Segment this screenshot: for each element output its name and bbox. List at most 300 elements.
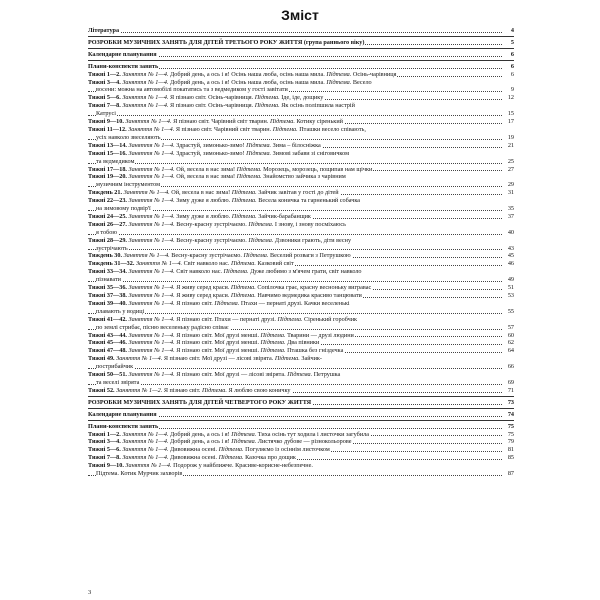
toc-page-number: 6: [510, 70, 514, 78]
toc-entry: [88, 197, 514, 205]
toc-entry: [88, 126, 514, 134]
toc-part-c: Я пізнаю світ. Мої друзі менші.: [176, 339, 259, 347]
toc-entry-text: [88, 316, 357, 323]
toc-entry-text: [88, 260, 295, 267]
toc-part-c: Я пізнаю світ. Птахи — пернаті друзі.: [176, 315, 276, 323]
toc-part-c: Я пізнаю світ.: [163, 386, 201, 394]
section-divider: [88, 36, 514, 37]
toc-entry: [88, 110, 514, 118]
toc-part-d: Підтема.: [326, 70, 352, 78]
toc-part-c: Ой, весела в нас зима!: [171, 189, 231, 197]
toc-entry-text: [96, 363, 134, 370]
toc-entry-text: [88, 355, 322, 362]
toc-page-number: 21: [507, 141, 514, 149]
toc-entry: [88, 142, 514, 150]
toc-page-number: 75: [507, 422, 514, 430]
toc-part-b: Заняття № 1—4.: [128, 292, 175, 299]
toc-part-b: Заняття № 1—4.: [125, 462, 172, 470]
toc-part-c: Добрий день, а ось і я!: [170, 438, 230, 446]
toc-page-number: 31: [507, 189, 514, 197]
toc-part-e: Красиве-корисне-небезпечне.: [235, 462, 313, 470]
toc-part-d: Підтема.: [231, 438, 257, 446]
toc-part-a: Тижні 39—40.: [88, 299, 127, 307]
toc-entry: [88, 462, 514, 470]
toc-part-a: Тижні 3—4.: [88, 78, 121, 86]
toc-page-number: 62: [507, 339, 514, 347]
toc-entry: [88, 276, 514, 284]
toc-part-e: Зима – білосніжка: [272, 141, 321, 149]
toc-part-a: Тижні 35—36.: [88, 284, 127, 292]
toc-entry-text: [88, 197, 360, 204]
toc-entry: [88, 134, 514, 142]
toc-page-number: 66: [507, 363, 514, 371]
toc-entry: [88, 316, 514, 324]
toc-part-b: Заняття № 1—4.: [123, 189, 170, 197]
toc-part-c: Здрастуй, зимонько-зимо!: [176, 149, 245, 157]
toc-part-b: Заняття № 1—4.: [128, 149, 175, 157]
toc-page-number: 5: [510, 38, 514, 46]
toc-part-a: Тижні 45—46.: [88, 339, 127, 347]
toc-entry: [88, 355, 514, 363]
toc-part-e: І знову, і знову посміхаюсь: [274, 220, 346, 228]
toc-part-x: я тобою: [96, 228, 117, 236]
toc-page-number: 4: [510, 27, 514, 34]
toc-entry-text: [88, 371, 340, 378]
toc-part-e: Казковий світ: [257, 260, 294, 268]
toc-part-a: РОЗРОБКИ МУЗИЧНИХ ЗАНЯТЬ ДЛЯ ДІТЕЙ ТРЕТЬОГО РОКУ ЖИТТЯ (група раннього віку): [88, 38, 365, 46]
toc-entry: [88, 324, 514, 332]
toc-part-b: Заняття № 1—2.: [116, 386, 163, 394]
toc-part-c: Весну-красну зустрічаємо.: [171, 252, 242, 260]
toc-part-e: Два півники: [287, 339, 320, 347]
toc-part-b: Заняття № 1—4.: [122, 430, 169, 438]
toc-entry-text: [88, 142, 322, 149]
toc-part-a: Тиждень 30.: [88, 252, 123, 260]
toc-part-b: Заняття № 1—4.: [123, 252, 170, 260]
toc-part-a: Література: [88, 27, 120, 34]
toc-entry: [88, 118, 514, 126]
toc-page-number: 49: [507, 276, 514, 284]
section-divider: [88, 60, 514, 61]
toc-part-a: Тижні 15—16.: [88, 149, 127, 157]
toc-entry: [88, 387, 514, 395]
toc-entry: [88, 284, 514, 292]
toc-page-number: 87: [507, 470, 514, 478]
toc-part-e: Як осінь поліпшила настрій: [281, 102, 355, 110]
toc-part-c: Я пізнаю світ. Мої друзі — лісові звірята.: [176, 371, 286, 379]
toc-part-d: Підтема.: [260, 339, 286, 347]
toc-entry: [88, 470, 514, 478]
toc-part-a: Тижні 37—38.: [88, 292, 127, 299]
toc-part-e: Тварини — друзі людини: [287, 331, 354, 339]
toc-part-b: Заняття № 1—4.: [128, 220, 175, 228]
toc-page-number: 53: [507, 292, 514, 299]
toc-part-d: Підтема.: [260, 331, 286, 339]
toc-entry-text: [96, 470, 183, 477]
toc-part-c: Я живу серед краси.: [176, 292, 230, 299]
toc-part-a: Плани-конспекти занять: [88, 422, 159, 430]
toc-page-number: 35: [507, 205, 514, 213]
toc-part-b: Заняття № 1—4.: [128, 165, 175, 173]
toc-page-number: 6: [510, 50, 514, 58]
toc-part-b: Заняття № 1—4.: [128, 339, 175, 347]
toc-part-b: Заняття № 1—4.: [128, 284, 175, 292]
toc-entry-text: [88, 118, 344, 125]
toc-part-b: Заняття № 1—4.: [128, 347, 175, 355]
toc-part-c: Я пізнаю світ. Мої друзі менші.: [176, 331, 259, 339]
toc-entry-text: [88, 189, 340, 196]
toc-part-e: Сопілочка грає, красну весноньку вигравас: [257, 284, 372, 292]
toc-part-a: Тижні 11—12.: [88, 125, 127, 133]
toc-part-d: Підтема.: [243, 252, 269, 260]
toc-part-b: Заняття № 1—4.: [122, 102, 169, 110]
toc-entry-text: [88, 423, 159, 430]
toc-part-a: Тижні 19—20.: [88, 173, 127, 181]
toc-part-d: Підтема.: [248, 236, 274, 244]
toc-entry: [88, 363, 514, 371]
toc-section-heading: [88, 399, 514, 407]
toc-part-d: Підтема.: [231, 197, 257, 205]
toc-section-heading: [88, 51, 514, 59]
toc-entry: [88, 268, 514, 276]
toc-part-c: Подорож у найближче.: [173, 462, 234, 470]
toc-part-c: Я пізнаю світ. Осінь-чарівниця.: [170, 94, 254, 102]
toc-part-b: Заняття № 1—4.: [125, 118, 172, 126]
toc-part-d: Підтема.: [236, 165, 262, 173]
toc-part-d: Підтема.: [231, 212, 257, 220]
toc-part-d: Підтема.: [218, 454, 244, 462]
toc-part-b: Заняття № 1—4.: [128, 236, 175, 244]
toc-entry-text: [88, 387, 292, 394]
page-title: Зміст: [281, 7, 319, 23]
toc-part-a: Тижні 28—29.: [88, 236, 127, 244]
section-divider: [88, 408, 514, 409]
toc-part-a: Тижні 24—25.: [88, 212, 127, 220]
toc-page-number: 25: [507, 157, 514, 165]
toc-part-c: Світ навколо нас.: [183, 260, 230, 268]
toc-part-c: Весну-красну зустрічаємо.: [176, 220, 247, 228]
toc-part-d: Підтема.: [218, 446, 244, 454]
toc-entry-text: [88, 347, 344, 354]
toc-part-b: Заняття № 1—4.: [135, 260, 183, 268]
toc-section-heading: [88, 39, 514, 47]
toc-entry: [88, 189, 514, 197]
toc-part-c: Добрий день, а ось і я!: [170, 430, 230, 438]
toc-part-c: Весну-красну зустрічаємо.: [176, 236, 247, 244]
toc-entry-text: [88, 438, 352, 445]
toc-entry-text: [88, 339, 320, 346]
toc-entry-text: [96, 245, 129, 252]
toc-page-number: 45: [507, 252, 514, 260]
toc-part-d: Підтема.: [326, 78, 352, 86]
toc-part-e: Дзвоники грають, діти весну: [274, 236, 352, 244]
toc-part-a: Тижні 49.: [88, 355, 115, 363]
toc-part-b: Заняття № 1—4.: [128, 212, 175, 220]
toc-part-a: Тижні 5—6.: [88, 94, 121, 102]
toc-part-c: Я пізнаю світ.: [176, 299, 213, 307]
toc-entry-text: [88, 173, 346, 180]
toc-part-a: Тижні 41—42.: [88, 315, 127, 323]
toc-page-number: 74: [507, 410, 514, 418]
toc-entry-text: [88, 292, 363, 299]
toc-part-c: Я пізнаю світ. Осінь-чарівниця.: [170, 102, 254, 110]
toc-part-x: зустрічають: [96, 244, 128, 252]
toc-entry-text: [96, 308, 145, 315]
toc-part-e: Петрушка: [313, 371, 341, 379]
toc-part-d: Підтема.: [223, 268, 249, 276]
toc-page-number: 71: [507, 386, 514, 394]
toc-page-number: 55: [507, 307, 514, 315]
toc-entry-text: [88, 71, 397, 78]
toc-part-e: Сіренький горобчик: [304, 315, 358, 323]
toc-entry-text: [88, 446, 331, 453]
toc-entry: [88, 371, 514, 379]
toc-entry-text: [88, 284, 372, 291]
toc-part-b: Заняття № 1—4.: [122, 78, 169, 86]
toc-page-number: 46: [507, 260, 514, 268]
toc-part-a: Тижні 22—23.: [88, 197, 127, 205]
toc-part-c: Ой, весела в нас зима!: [176, 173, 236, 181]
toc-page-number: 29: [507, 181, 514, 189]
toc-entry-text: [88, 166, 373, 173]
toc-part-d: Підтема.: [236, 173, 262, 181]
toc-part-b: Заняття № 1—4.: [128, 173, 175, 181]
toc-part-b: Заняття № 1—4.: [128, 197, 175, 205]
toc-part-x: та веселі звірята: [96, 378, 140, 386]
toc-part-d: Підтема.: [254, 102, 280, 110]
section-divider: [88, 420, 514, 421]
toc-page-number: 9: [510, 86, 514, 94]
toc-entry: [88, 300, 514, 308]
toc-entry-text: [88, 150, 349, 157]
toc-entry-text: [88, 252, 352, 259]
toc-part-e: Іде, іде, дощику: [281, 94, 324, 102]
toc-part-e: Весела коничка та гарненький собачка: [258, 197, 361, 205]
toc-page-number: 12: [507, 94, 514, 102]
toc-entry-text: [96, 379, 140, 386]
toc-part-e: Морозець, морозець, пощипав нам щічки: [263, 165, 373, 173]
toc-entry-text: [88, 51, 158, 58]
toc-page-number: 73: [507, 398, 514, 406]
toc-part-c: Дивовижна осені.: [170, 454, 218, 462]
toc-entry: [88, 205, 514, 213]
toc-entry: [88, 71, 514, 79]
toc-page-number: 17: [507, 118, 514, 126]
toc-part-c: Ой, весела в нас зима!: [176, 165, 236, 173]
toc-list: [88, 27, 514, 478]
toc-part-a: Тижні 7—8.: [88, 454, 121, 462]
toc-entry-text: [88, 221, 346, 228]
toc-entry-text: [88, 300, 350, 307]
toc-part-x: восени: можна на автомобілі покататись та з ведмедиком у гості завітати: [96, 86, 288, 94]
toc-part-b: Заняття № 1—4.: [122, 446, 169, 454]
toc-part-x: пізнавати: [96, 276, 121, 284]
toc-part-d: Підтема.: [254, 94, 280, 102]
toc-entry-text: [88, 462, 313, 469]
toc-part-e: Осінь-чарівниця: [352, 70, 397, 78]
toc-part-x: усіх навколо звеселяють: [96, 133, 161, 141]
toc-part-e: Навчимо ведмедика красиво танцювати: [257, 292, 362, 299]
toc-part-c: Я пізнаю світ. Мої друзі менші.: [176, 347, 259, 355]
toc-part-a: Плани-конспекти занять: [88, 62, 159, 70]
toc-entry: [88, 150, 514, 158]
toc-part-a: Тижні 9—10.: [88, 118, 124, 126]
toc-part-a: Тижні 5—6.: [88, 446, 121, 454]
toc-entry-text: [96, 276, 122, 283]
toc-part-d: Підтема.: [287, 371, 313, 379]
toc-page-number: 40: [507, 228, 514, 236]
toc-part-e: Я люблю свою коничку: [228, 386, 291, 394]
toc-part-a: Тиждень 31—32.: [88, 260, 135, 268]
toc-part-c: Я пізнаю світ. Чарівний світ тварин.: [175, 125, 272, 133]
toc-entry-text: [88, 39, 365, 46]
toc-page-number: 27: [507, 165, 514, 173]
toc-part-a: Тижні 52.: [88, 386, 115, 394]
toc-page-number: 43: [507, 244, 514, 252]
toc-entry: [88, 221, 514, 229]
toc-entry-text: [88, 63, 159, 70]
toc-section-heading: [88, 423, 514, 431]
toc-part-b: Заняття № 1—4.: [116, 355, 163, 363]
toc-part-b: Заняття № 1—4.: [122, 438, 169, 446]
toc-page-number: 69: [507, 378, 514, 386]
toc-part-d: Підтема.: [230, 284, 256, 292]
toc-part-a: Тижні 43—44.: [88, 331, 127, 339]
section-divider: [88, 396, 514, 397]
toc-part-a: Тиждень 21.: [88, 189, 123, 197]
toc-entry: [88, 292, 514, 300]
toc-part-b: Заняття № 1—4.: [128, 268, 175, 276]
section-divider: [88, 48, 514, 49]
toc-part-d: Підтема.: [277, 315, 303, 323]
toc-part-c: Добрий день, а ось і я! Осінь наша люба, осінь наша мила.: [170, 70, 325, 78]
toc-part-e: Листячко дубове — різнокольорове: [257, 438, 352, 446]
toc-part-e: Весело: [352, 78, 372, 86]
toc-page-number: 51: [507, 284, 514, 292]
toc-entry-text: [88, 79, 372, 86]
toc-page-number: 81: [507, 446, 514, 454]
toc-part-a: Тижні 1—2.: [88, 70, 121, 78]
toc-entry-text: [88, 213, 312, 220]
toc-section-heading: [88, 27, 514, 35]
toc-part-c: Здрастуй, зимонько-зимо!: [176, 141, 245, 149]
toc-part-x: Катрусі: [96, 110, 116, 118]
toc-page-number: 6: [510, 62, 514, 70]
toc-entry-text: [88, 431, 370, 438]
toc-part-a: Тижні 50—51.: [88, 371, 127, 379]
toc-part-b: Заняття № 1—4.: [128, 141, 175, 149]
toc-part-d: Підтема.: [231, 189, 257, 197]
toc-entry-text: [96, 134, 161, 141]
toc-part-a: Тижні 26—27.: [88, 220, 127, 228]
toc-part-x: на зимовому подвір'ї: [96, 205, 151, 213]
toc-part-e: Погуляємо із осіннім листочком: [245, 446, 330, 454]
toc-part-a: Тижні 47—48.: [88, 347, 127, 355]
toc-part-d: Підтема.: [230, 260, 256, 268]
toc-part-e: Веселий розваги з Петрушкою: [269, 252, 351, 260]
toc-entry: [88, 158, 514, 166]
toc-page-number: 19: [507, 133, 514, 141]
toc-part-b: Заняття № 1—4.: [122, 94, 169, 102]
toc-part-d: Підтема.: [231, 430, 257, 438]
toc-page-number: 79: [507, 438, 514, 446]
toc-part-d: Підтема.: [214, 299, 240, 307]
toc-entry-text: [88, 268, 362, 275]
toc-entry: [88, 213, 514, 221]
toc-entry: [88, 308, 514, 316]
toc-part-e: Зайчик завітав у гості до дітей: [258, 189, 339, 197]
toc-part-a: Календарне планування: [88, 50, 157, 58]
toc-part-a: Тижні 7—8.: [88, 102, 121, 110]
toc-entry: [88, 102, 514, 110]
toc-part-d: Підтема.: [230, 292, 256, 299]
toc-entry: [88, 237, 514, 245]
toc-page-number: 57: [507, 323, 514, 331]
toc-part-c: Дивовижна осені.: [170, 446, 218, 454]
toc-entry-text: [88, 411, 158, 418]
toc-part-e: Птахи — пернаті друзі. Качки веселенькі: [240, 299, 350, 307]
toc-part-d: Підтема.: [260, 347, 286, 355]
toc-page-number: 75: [507, 430, 514, 438]
toc-entry-text: [88, 27, 120, 34]
toc-page-number: 37: [507, 212, 514, 220]
toc-part-b: Заняття № 1—4.: [128, 331, 175, 339]
toc-part-e: Зайчик-барабанщик: [258, 212, 311, 220]
toc-entry-text: [88, 237, 351, 244]
toc-part-a: Тижні 17—18.: [88, 165, 127, 173]
toc-part-b: Заняття № 1—4.: [122, 454, 169, 462]
toc-part-x: по землі стрибає, пісню веселеньку радісно співає: [96, 323, 229, 331]
toc-page-number: 64: [507, 347, 514, 355]
toc-entry-text: [96, 110, 117, 117]
toc-part-b: Заняття № 1—4.: [128, 125, 175, 133]
toc-part-e: Зайчик-: [301, 355, 322, 363]
toc-part-x: пострибайчик: [96, 363, 134, 371]
toc-entry: [88, 454, 514, 462]
toc-entry-text: [88, 454, 297, 461]
toc-entry-text: [96, 229, 118, 236]
toc-entry: [88, 229, 514, 237]
toc-entry-text: [96, 181, 161, 188]
toc-part-a: Тижні 13—14.: [88, 141, 127, 149]
toc-part-c: Світ навколо нас.: [176, 268, 222, 276]
toc-part-a: Календарне планування: [88, 410, 157, 418]
toc-part-d: Підтема.: [269, 118, 295, 126]
toc-part-d: Підтема.: [272, 125, 298, 133]
toc-entry-text: [96, 158, 135, 165]
toc-part-b: Заняття № 1—4.: [128, 315, 175, 323]
toc-part-d: Підтема.: [248, 220, 274, 228]
toc-part-c: Добрий день, а ось і я! Осінь наша люба, осінь наша мила.: [170, 78, 325, 86]
toc-part-c: Я пізнаю світ. Чарівний світ тварин.: [173, 118, 269, 126]
toc-part-e: Казочка про дощик: [245, 454, 296, 462]
toc-part-e: Котику сіренький: [296, 118, 343, 126]
toc-part-a: Тижні 9—10.: [88, 462, 124, 470]
toc-part-e: Зимові забави зі сніговичком: [272, 149, 350, 157]
toc-entry-text: [88, 399, 312, 406]
toc-part-c: Я пізнаю світ. Мої друзі — лісові звірята.: [163, 355, 274, 363]
toc-part-a: РОЗРОБКИ МУЗИЧНИХ ЗАНЯТЬ ДЛЯ ДІТЕЙ ЧЕТВЕРТОГО РОКУ ЖИТТЯ: [88, 398, 312, 406]
page-number: 3: [88, 589, 92, 596]
toc-entry-text: [88, 126, 366, 133]
toc-section-heading: [88, 411, 514, 419]
toc-part-e: Знайомство зайчика з чарівним: [263, 173, 346, 181]
toc-part-d: Підтема.: [246, 149, 272, 157]
toc-part-x: плавають у водиці: [96, 307, 145, 315]
toc-part-a: Тижні 33—34.: [88, 268, 127, 276]
toc-page-number: 15: [507, 110, 514, 118]
toc-entry-text: [96, 86, 289, 93]
